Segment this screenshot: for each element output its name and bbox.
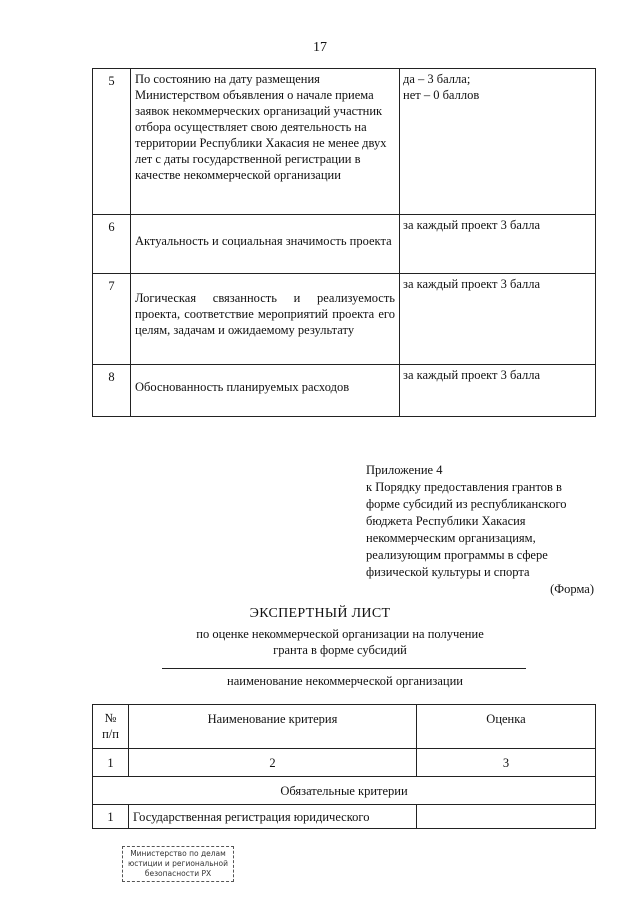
subtitle-line: гранта в форме субсидий — [273, 643, 407, 657]
expert-sheet-subtitle — [150, 626, 530, 658]
annex-line: к Порядку предоставления грантов в — [366, 480, 562, 494]
table-row — [93, 365, 596, 417]
table-row — [93, 215, 596, 274]
header-name: Наименование критерия — [129, 705, 417, 749]
section-row — [93, 777, 596, 805]
criterion-name: Государственная регистрация юридического — [129, 805, 417, 829]
header-num-line1: № — [104, 711, 117, 725]
criterion-score — [400, 69, 596, 215]
table-header-row — [93, 705, 596, 749]
evaluation-table — [92, 704, 596, 829]
row-number: 7 — [93, 274, 131, 365]
annex-forma: (Форма) — [550, 582, 594, 596]
table-row — [93, 805, 596, 829]
criterion-score: за каждый проект 3 балла — [400, 215, 596, 274]
index-cell: 1 — [93, 749, 129, 777]
criterion-text: Логическая связанность и реализуемость проекта, соответствие мероприятий проекта его целям, задачам и ожидаемому результату — [131, 274, 400, 365]
criterion-text: Обоснованность планируемых расходов — [131, 365, 400, 417]
table-row — [93, 274, 596, 365]
table-row — [93, 69, 596, 215]
annex-line: реализующим программы в сфере — [366, 548, 548, 562]
organization-name-caption: наименование некоммерческой организации — [227, 674, 463, 688]
header-num-line2: п/п — [102, 727, 119, 741]
subtitle-line: по оценке некоммерческой организации на получение — [196, 627, 484, 641]
criterion-text: По состоянию на дату размещения Министерством объявления о начале приема заявок некоммерческих организаций участник отбора осуществляет свою деятельность на территории Республики Хакасия не менее двух лет с даты государственной регистрации в качестве некоммерческой организации — [131, 69, 400, 215]
section-title: Обязательные критерии — [93, 777, 596, 805]
row-number: 8 — [93, 365, 131, 417]
score-yes: да – 3 балла; — [403, 72, 471, 86]
table-row — [93, 749, 596, 777]
stamp-line: юстиции и региональной — [127, 859, 229, 868]
annex-line: бюджета Республики Хакасия — [366, 514, 526, 528]
criterion-score: за каждый проект 3 балла — [400, 274, 596, 365]
annex-title: Приложение 4 — [366, 463, 443, 477]
ministry-stamp — [122, 846, 234, 882]
row-number: 1 — [93, 805, 129, 829]
annex-block — [366, 462, 594, 598]
page-number: 17 — [313, 40, 327, 55]
header-score: Оценка — [417, 705, 596, 749]
criterion-text: Актуальность и социальная значимость проекта — [131, 215, 400, 274]
annex-line: некоммерческим организациям, — [366, 531, 536, 545]
organization-name-line — [162, 668, 526, 669]
row-number: 5 — [93, 69, 131, 215]
stamp-line: Министерство по делам — [130, 849, 226, 858]
criteria-table — [92, 68, 596, 417]
index-cell: 3 — [417, 749, 596, 777]
stamp-line: безопасности РХ — [144, 869, 212, 878]
row-number: 6 — [93, 215, 131, 274]
annex-line: форме субсидий из республиканского — [366, 497, 567, 511]
score-no: нет – 0 баллов — [403, 88, 480, 102]
criterion-score: за каждый проект 3 балла — [400, 365, 596, 417]
annex-line: физической культуры и спорта — [366, 565, 530, 579]
index-cell: 2 — [129, 749, 417, 777]
header-num — [93, 705, 129, 749]
expert-sheet-title: ЭКСПЕРТНЫЙ ЛИСТ — [249, 606, 391, 621]
score-cell — [417, 805, 596, 829]
